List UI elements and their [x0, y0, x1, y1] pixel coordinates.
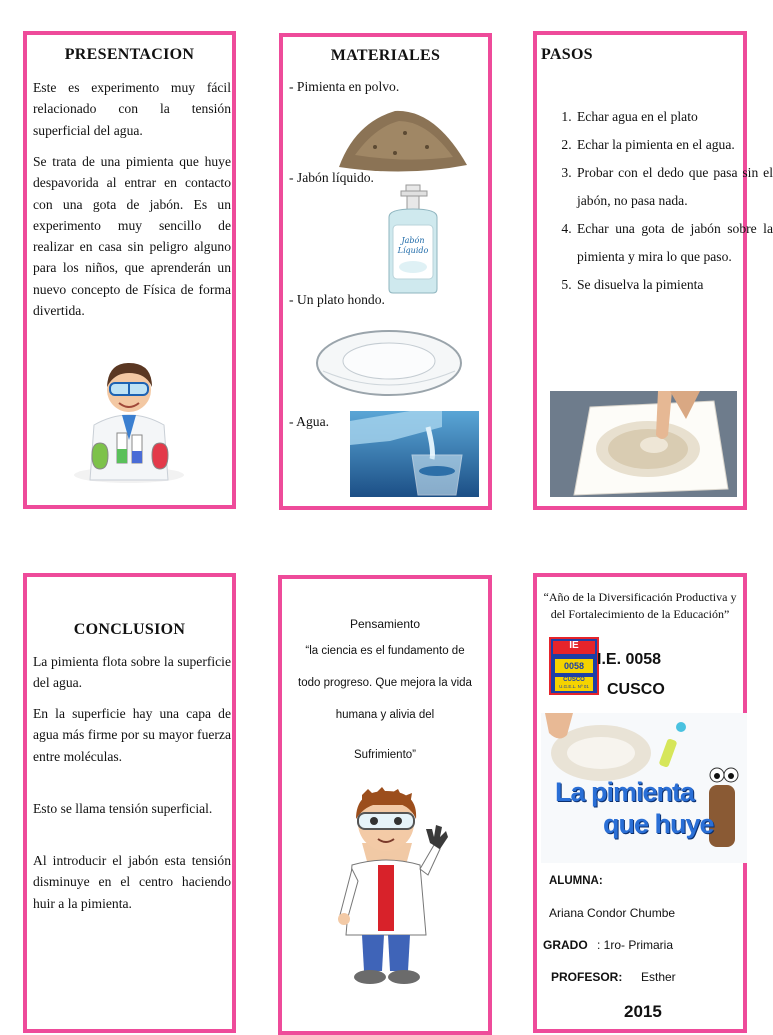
panel-presentacion [23, 31, 236, 509]
cartoon-scientist-image [322, 785, 452, 989]
hero-title-line-1: La pimienta [555, 777, 695, 807]
pepper-plate-photo [550, 391, 737, 497]
school-city: CUSCO [607, 681, 665, 698]
panel-materiales [279, 33, 492, 510]
panel-portada [533, 573, 747, 1033]
material-item-plate: - Un plato hondo. [289, 292, 385, 307]
materiales-title: MATERIALES [330, 47, 441, 64]
step-item: 5. Se disuelva la pimienta [575, 271, 773, 299]
panel-pensamiento [278, 575, 492, 1035]
conclusion-paragraph-4: Al introducir el jabón esta tensión disminuye en el centro haciendo huir a la pimienta. [33, 853, 231, 911]
water-glass-image [350, 411, 479, 497]
presentacion-paragraph-1: Este es experimento muy fácil relacionado con la tensión superficial del agua. [33, 80, 231, 138]
conclusion-paragraph-3: Esto se llama tensión superficial. [33, 801, 213, 816]
panel-pasos [533, 31, 773, 510]
motto-text: “Año de la Diversificación Productiva y del Fortalecimiento de la Educación” [543, 590, 737, 621]
pepper-powder-image [335, 103, 471, 175]
conclusion-paragraph-2: En la superficie hay una capa de agua más firme por su mayor fuerza entre moléculas. [33, 706, 231, 764]
step-item: 4. Echar una gota de jabón sobre la pimienta y mira lo que paso. [575, 215, 773, 271]
liquid-soap-image [379, 183, 443, 295]
grado-label: GRADO [543, 938, 588, 952]
grado-value: : 1ro- Primaria [597, 938, 674, 952]
year-text: 2015 [624, 1002, 662, 1021]
logo-number-text: 0058 [563, 661, 585, 671]
profesor-label: PROFESOR: [551, 970, 623, 984]
quote-line: humana y alivia del [335, 709, 435, 721]
deep-plate-image [313, 327, 465, 399]
logo-ie-text: IE [569, 640, 579, 651]
step-item: 2. Echar la pimienta en el agua. [575, 131, 773, 159]
alumna-label: ALUMNA: [549, 875, 603, 887]
alumna-name: Ariana Condor Chumbe [549, 906, 676, 920]
material-item-pepper: - Pimienta en polvo. [289, 79, 400, 94]
pensamiento-title: Pensamiento [349, 617, 421, 631]
pasos-title: PASOS [541, 46, 593, 63]
step-item: 3. Probar con el dedo que pasa sin el jabón, no pasa nada. [575, 159, 773, 215]
panel-conclusion [23, 573, 236, 1033]
presentacion-title: PRESENTACION [64, 46, 195, 63]
logo-city-text: CUSCO [563, 677, 585, 683]
logo-small-text: U.G.E.L. Nº 01 [559, 684, 589, 689]
steps-list [543, 103, 773, 299]
svg-text:Jabón: Jabón [401, 236, 425, 245]
quote-line: Sufrimiento” [354, 749, 416, 761]
school-name: I.E. 0058 [597, 651, 662, 668]
quote-line: todo progreso. Que mejora la vida [298, 677, 472, 689]
hero-title-line-2: que huye [603, 809, 714, 839]
material-item-water: - Agua. [289, 414, 330, 429]
quote-line: “la ciencia es el fundamento de [305, 645, 465, 657]
school-logo [549, 637, 599, 695]
presentacion-paragraph-2: Se trata de una pimienta que huye despavorida al entrar en contacto con una gota de jabón. Es un experimento muy sencillo de realizar en casa sin peligro alguno para los niños, que aprenderán un nuevo concepto de Física de forma divertida. [33, 154, 231, 319]
conclusion-title: CONCLUSION [73, 621, 186, 638]
material-item-soap: - Jabón líquido. [289, 170, 374, 185]
kid-scientist-image [72, 345, 187, 485]
profesor-name: Esther [641, 970, 676, 984]
svg-text:Líquido: Líquido [397, 246, 429, 255]
conclusion-paragraph-1: La pimienta flota sobre la superficie del agua. [33, 654, 231, 691]
step-item: 1. Echar agua en el plato [575, 103, 773, 131]
